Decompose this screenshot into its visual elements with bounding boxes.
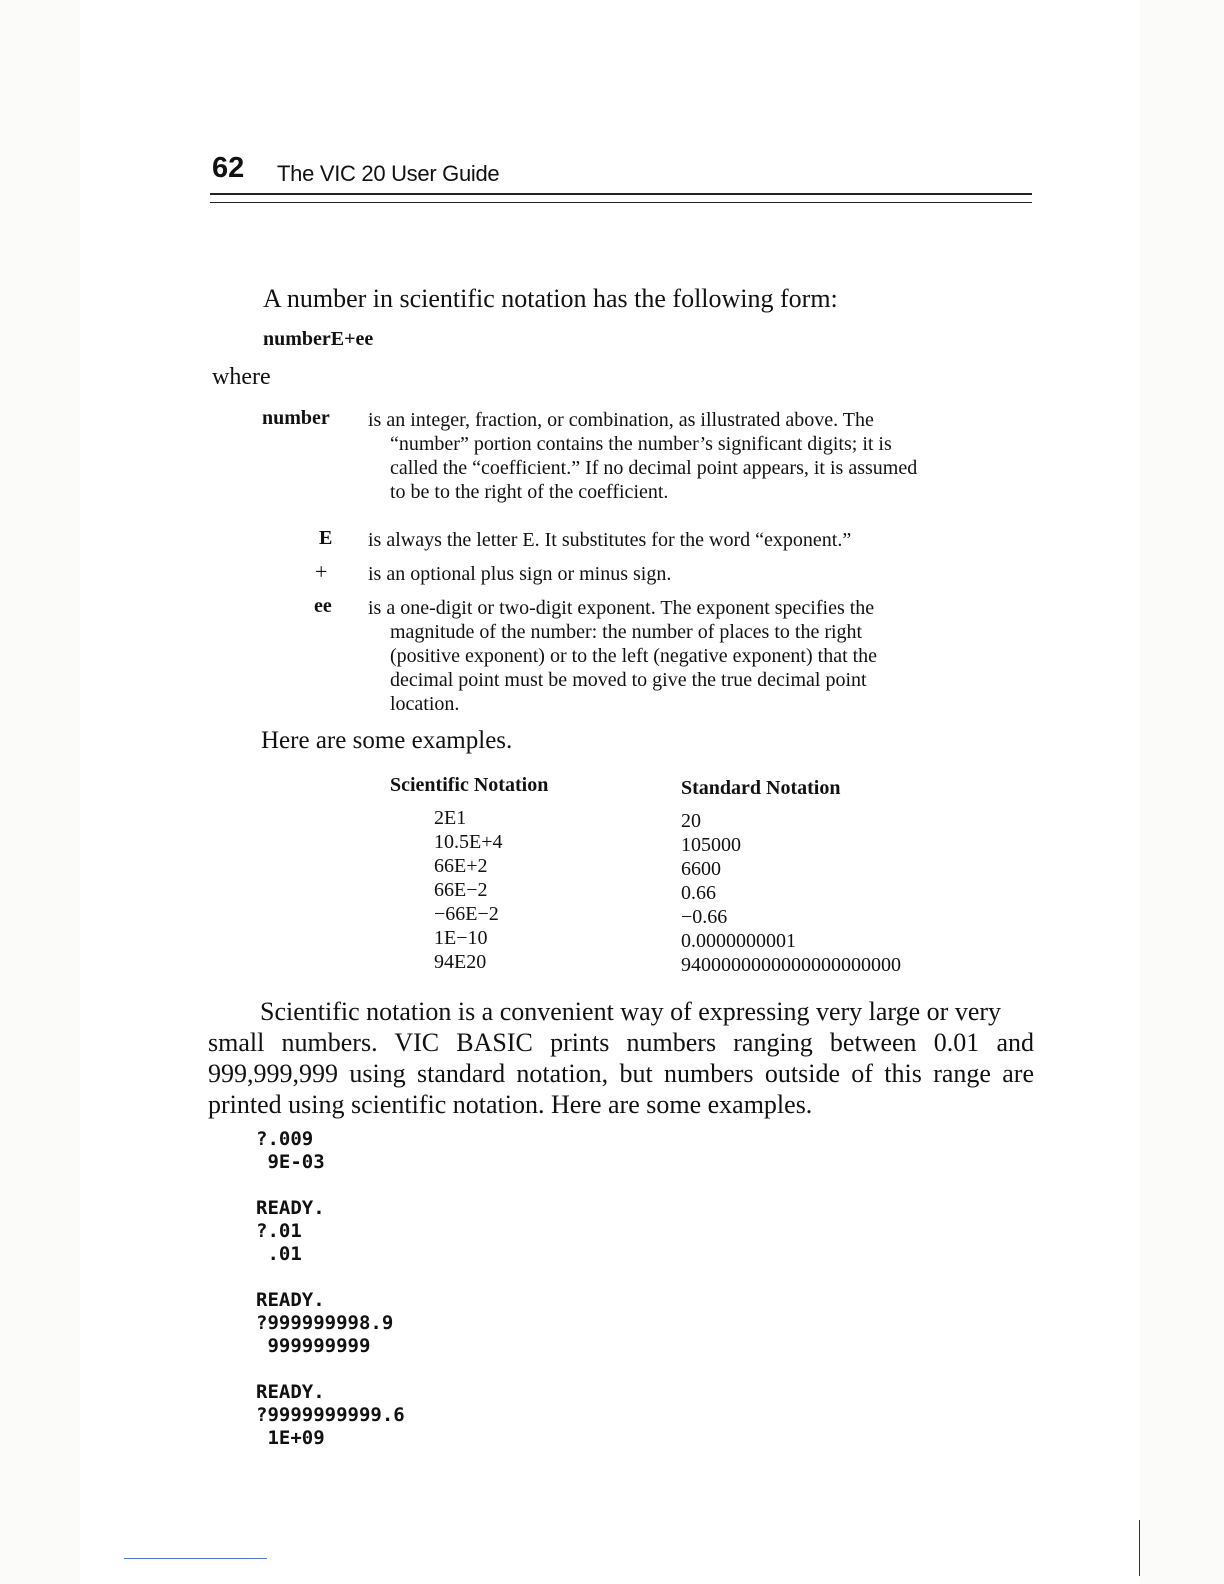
footer-rule bbox=[124, 1558, 267, 1559]
definition-number bbox=[368, 408, 988, 504]
header-rule-thin bbox=[210, 202, 1032, 203]
screen-line: ?.009 bbox=[256, 1128, 314, 1150]
table-cell: 66E+2 bbox=[434, 855, 488, 877]
definition-line: is always the letter E. It substitutes for the word “exponent.” bbox=[368, 529, 852, 551]
where-label: where bbox=[212, 364, 271, 390]
screen-line: ?9999999999.6 bbox=[256, 1404, 405, 1426]
header-rule bbox=[210, 193, 1032, 195]
screen-line: ?999999998.9 bbox=[256, 1312, 394, 1334]
scientific-column bbox=[434, 806, 503, 974]
table-cell: 9400000000000000000000 bbox=[681, 954, 901, 976]
screen-line: READY. bbox=[256, 1381, 325, 1403]
table-cell: 2E1 bbox=[434, 807, 467, 829]
body-paragraph bbox=[208, 996, 1034, 1120]
definition-line: “number” portion contains the number’s significant digits; it is bbox=[390, 433, 892, 455]
definition-line: is a one-digit or two-digit exponent. The exponent specifies the bbox=[368, 597, 875, 619]
definition-line: magnitude of the number: the number of places to the right bbox=[390, 621, 863, 643]
screen-line: READY. bbox=[256, 1197, 325, 1219]
definition-line: to be to the right of the coefficient. bbox=[390, 481, 669, 503]
table-cell: −66E−2 bbox=[434, 903, 499, 925]
standard-column bbox=[681, 809, 901, 977]
definition-e bbox=[368, 528, 988, 552]
definition-line: called the “coefficient.” If no decimal point appears, it is assumed bbox=[390, 457, 918, 479]
table-cell: 0.0000000001 bbox=[681, 930, 796, 952]
definition-line: is an integer, fraction, or combination, as illustrated above. The bbox=[368, 409, 874, 431]
screen-line: ?.01 bbox=[256, 1220, 302, 1242]
table-cell: −0.66 bbox=[681, 906, 728, 928]
notation-form: numberE+ee bbox=[263, 328, 374, 350]
intro-sentence: A number in scientific notation has the following form: bbox=[263, 284, 838, 313]
screen-line: 9E-03 bbox=[256, 1151, 325, 1173]
term-ee: ee bbox=[314, 595, 332, 617]
paragraph-rest: small numbers. VIC BASIC prints numbers ranging between 0.01 and 999,999,999 using standard notation, but numbers outside of this range are printed using scientific notation. Here are some examples. bbox=[208, 1028, 1034, 1119]
term-number: number bbox=[262, 407, 330, 429]
table-cell: 105000 bbox=[681, 834, 741, 856]
screen-line bbox=[256, 1266, 405, 1289]
page-number: 62 bbox=[212, 152, 245, 184]
running-header-title: The VIC 20 User Guide bbox=[277, 161, 500, 186]
examples-intro: Here are some examples. bbox=[261, 727, 513, 754]
table-cell: 6600 bbox=[681, 858, 721, 880]
definition-ee bbox=[368, 596, 988, 716]
definition-line: location. bbox=[390, 693, 460, 715]
definition-line: is an optional plus sign or minus sign. bbox=[368, 563, 672, 585]
scan-edge-mark bbox=[1139, 1520, 1140, 1576]
screen-line: 999999999 bbox=[256, 1335, 371, 1357]
table-cell: 1E−10 bbox=[434, 927, 488, 949]
paragraph-first-line: Scientific notation is a convenient way of expressing very large or very bbox=[260, 997, 1002, 1026]
table-header-standard: Standard Notation bbox=[681, 777, 841, 799]
table-cell: 94E20 bbox=[434, 951, 487, 973]
table-header-scientific: Scientific Notation bbox=[390, 774, 549, 796]
screen-line bbox=[256, 1358, 405, 1381]
screen-line: 1E+09 bbox=[256, 1427, 325, 1449]
definition-line: decimal point must be moved to give the true decimal point bbox=[390, 669, 867, 691]
table-cell: 0.66 bbox=[681, 882, 716, 904]
definition-line: (positive exponent) or to the left (negative exponent) that the bbox=[390, 645, 878, 667]
page-background bbox=[80, 0, 1140, 1584]
table-cell: 20 bbox=[681, 810, 701, 832]
screen-line bbox=[256, 1174, 405, 1197]
definition-plus bbox=[368, 562, 988, 586]
term-e: E bbox=[319, 527, 333, 549]
basic-screen-output bbox=[256, 1128, 405, 1450]
table-cell: 66E−2 bbox=[434, 879, 488, 901]
table-cell: 10.5E+4 bbox=[434, 831, 503, 853]
term-plus: + bbox=[315, 559, 328, 584]
screen-line: READY. bbox=[256, 1289, 325, 1311]
screen-line: .01 bbox=[256, 1243, 302, 1265]
